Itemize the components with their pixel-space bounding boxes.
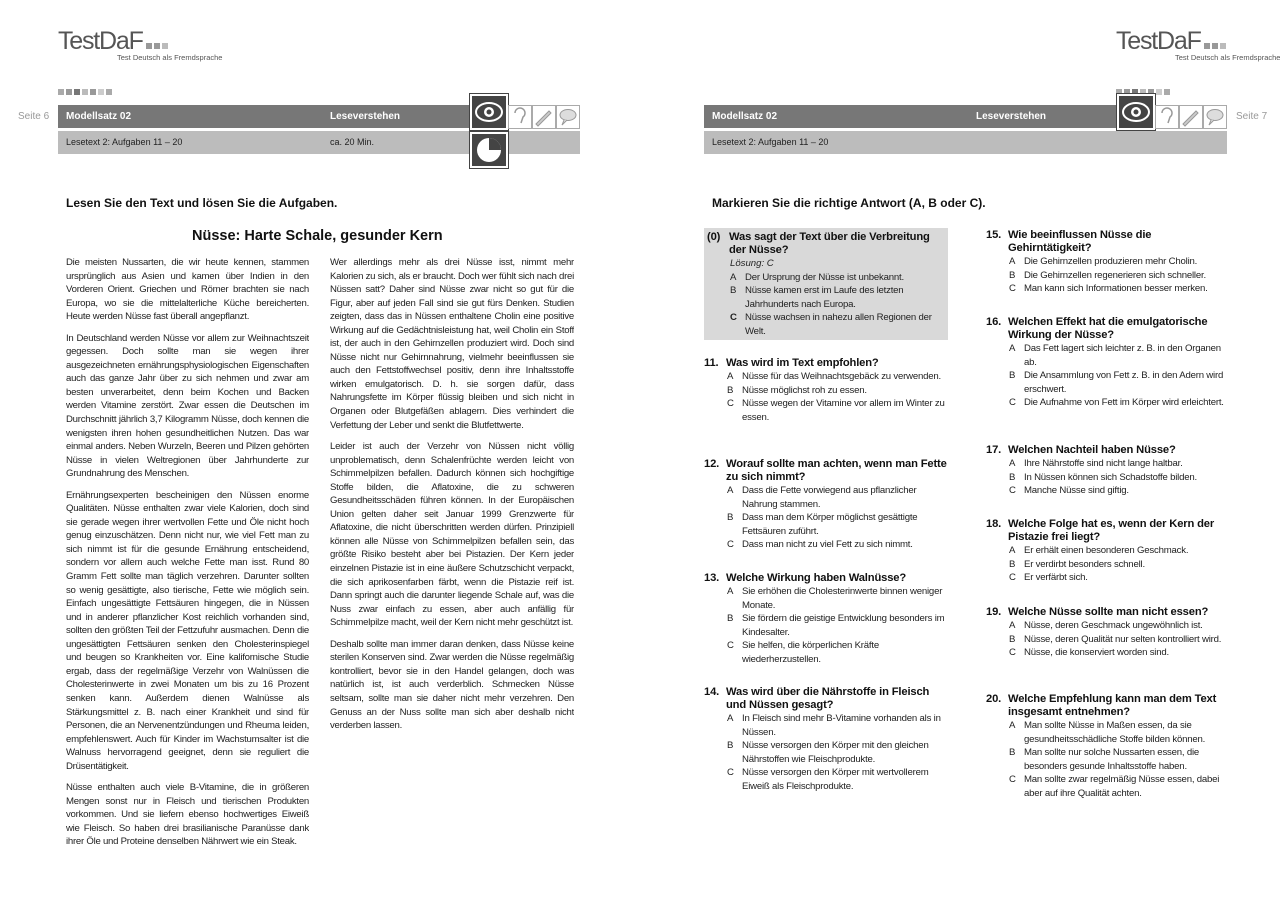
logo-tagline: Test Deutsch als Fremdsprache xyxy=(1175,53,1280,62)
answer-option-a[interactable]: A Dass die Fette vorwiegend aus pflanzlicher Nahrung stammen. xyxy=(727,485,917,510)
article-column-1 xyxy=(66,256,309,852)
task-range-label: Lesetext 2: Aufgaben 11 – 20 xyxy=(712,137,829,147)
question-text: Welchen Effekt hat die emulgatorische Wirkung der Nüsse? xyxy=(1008,316,1208,341)
answer-option-c[interactable]: C Manche Nüsse sind giftig. xyxy=(1009,485,1129,496)
answer-option-a[interactable]: A Man sollte Nüsse in Maßen essen, da sie gesundheitsschädliche Stoffe bilden können. xyxy=(1009,720,1206,745)
answer-option: B Nüsse kamen erst im Laufe des letzten Jahrhunderts nach Europa. xyxy=(730,285,904,310)
task-range-label: Lesetext 2: Aufgaben 11 – 20 xyxy=(66,137,183,147)
answer-option-c[interactable]: C Er verfärbt sich. xyxy=(1009,572,1088,583)
article-paragraph: Deshalb sollte man immer daran denken, dass Nüsse keine sterilen Konserven sind. Zwar werden die Nüsse regelmäßig kontrolliert, bevor sie in den Handel gelangen, doch was natürlich ist, ist auch verderblich. Schmecken Nüsse seltsam, sollte man sie daher nicht mehr verzehren. Den Genuss an der Nuss sollte man sich aber deshalb nicht verderben lassen. xyxy=(330,638,574,732)
subheader-bar-right xyxy=(704,131,1227,154)
question-16: 16. Welchen Effekt hat die emulgatorische Wirkung der Nüsse? A Das Fett lagert sich leichter z. B. in den Organen ab. B Die Ansammlung von Fett z. B. in den Adern wird erschwert. C Die Aufnahme von Fett im Körper wird erleichtert. xyxy=(986,316,1226,410)
time-label: ca. 20 Min. xyxy=(330,137,375,147)
article-paragraph: Wer allerdings mehr als drei Nüsse isst, nimmt mehr Kalorien zu sich, als er braucht. Doch wer fühlt sich nach drei Nüssen satt? Daher sind Nüsse zwar nicht so gut für die Figur, aber auf jeden Fall sind sie gut fürs Denken. Studien zeigten, dass das in Nüssen enthaltene Cholin eine positive Wirkung auf die Gedächtnisleistung hat, weil Cholin ein Stoff ist, der auch in den Gehirnzellen produziert wird. Doch sind Nüsse nicht nur Gehirnnahrung, vielmehr beeinflussen sie auch den Fettstoffwechsel positiv, denn ihre Inhaltsstoffe wirken emulgatorisch. D. h. sie sorgen dafür, dass Nahrungsfette im Körper flüssig bleiben und sich nicht in Organen oder Blutgefäßen ablagern. Dies verhindert die Verfettung der Leber und senkt die Blutfettwerte. xyxy=(330,257,574,431)
answer-option-c[interactable]: C Man sollte zwar regelmäßig Nüsse essen, dabei aber auf ihre Qualität achten. xyxy=(1009,774,1220,799)
eye-icon xyxy=(1117,94,1155,130)
section-label: Leseverstehen xyxy=(330,111,401,122)
article-paragraph: In Deutschland werden Nüsse vor allem zur Weihnachtszeit gegessen. Doch sollte man sie wegen ihrer ausgezeichneten ernährungsphysiologischen Eigenschaften auch das ganze Jahr über zu sich nehmen und zwar am besten unverarbeitet, denn beim Kochen und Backen werden Vitamine zerstört. Zwar essen die Deutschen im Durchschnitt jährlich 3,7 Kilogramm Nüsse, doch kennen die wenigsten ihren hohen gesundheitlichen Nutzen. Das war einmal anders. Neben Wurzeln, Beeren und Pilzen gehörten Nüsse in vielen Weltregionen über Jahrhunderte zur Grundnahrung des Menschen. xyxy=(66,332,309,480)
testdaf-logo-right xyxy=(1116,27,1280,62)
answer-option-b[interactable]: B Er verdirbt besonders schnell. xyxy=(1009,558,1145,570)
answer-option-b[interactable]: B Die Ansammlung von Fett z. B. in den Adern wird erschwert. xyxy=(1009,370,1224,395)
article-column-2 xyxy=(330,256,574,766)
writing-icon xyxy=(532,105,556,129)
listening-icon xyxy=(1155,105,1179,129)
answer-option-b[interactable]: B In Nüssen können sich Schadstoffe bilden. xyxy=(1009,471,1197,483)
answer-option-b[interactable]: B Die Gehirnzellen regenerieren sich schneller. xyxy=(1009,269,1206,281)
speaking-icon xyxy=(556,105,580,129)
answer-option-b[interactable]: B Nüsse, deren Qualität nur selten kontrolliert wird. xyxy=(1009,633,1222,645)
page-number-right: Seite 7 xyxy=(1236,111,1268,122)
reading-instruction: Lesen Sie den Text und lösen Sie die Aufgaben. xyxy=(66,196,338,210)
answer-option: C Nüsse wachsen in nahezu allen Regionen der Welt. xyxy=(730,312,932,337)
answer-option-c[interactable]: C Man kann sich Informationen besser merken. xyxy=(1009,283,1208,294)
answer-option-a[interactable]: A In Fleisch sind mehr B-Vitamine vorhanden als in Nüssen. xyxy=(727,713,941,738)
answer-option-c[interactable]: C Nüsse versorgen den Körper mit wertvollerem Eiweiß als Fleischprodukte. xyxy=(727,767,929,792)
answer-option-a[interactable]: A Nüsse für das Weihnachtsgebäck zu verwenden. xyxy=(727,371,942,382)
article-paragraph: Leider ist auch der Verzehr von Nüssen nicht völlig unproblematisch, denn Schalenfrüchte werden leicht von Schimmelpilzen befallen. Dadurch können sich hochgiftige Stoffe bilden, die Aflatoxine, die zu schweren Gesundheitsschäden führen können. In der Europäischen Union gelten daher seit Januar 1999 Grenzwerte für Aflatoxine, die nicht überschritten werden dürfen. Prinzipiell können alle Nüsse von Schimmelpilzen befallen sein, das größte Risiko besteht aber bei Pistazien. Der Kern jeder einzelnen Pistazie ist in eine äußere Schutzschicht verpackt, die sich aprikosenfarben färbt, wenn die Pistazie reif ist. Dann springt auch die darunter liegende Schale auf, was die Nuss zwar einfach zu essen, aber auch anfällig für Schimmelpilze macht, weil der Kern nicht mehr geschützt ist. xyxy=(330,441,574,629)
answer-option-c[interactable]: C Nüsse, die konserviert worden sind. xyxy=(1009,647,1169,658)
logo-wordmark: TestDaF xyxy=(1116,27,1201,55)
answer-option-a[interactable]: A Er erhält einen besonderen Geschmack. xyxy=(1009,545,1189,556)
answer-option-b[interactable]: B Nüsse möglichst roh zu essen. xyxy=(727,384,867,396)
logo-tagline: Test Deutsch als Fremdsprache xyxy=(117,53,223,62)
logo-wordmark: TestDaF xyxy=(58,27,143,55)
eye-icon xyxy=(470,94,508,130)
question-12: 12. Worauf sollte man achten, wenn man Fette zu sich nimmt? A Dass die Fette vorwiegend aus pflanzlicher Nahrung stammen. B Dass man dem Körper möglichst gesättigte Fettsäuren zuführt. C Dass man nicht zu viel Fett zu sich nimmt. xyxy=(704,458,947,550)
section-label: Leseverstehen xyxy=(976,111,1047,122)
testdaf-logo-left xyxy=(58,27,223,62)
clock-icon xyxy=(470,132,508,168)
answer-instruction: Markieren Sie die richtige Antwort (A, B oder C). xyxy=(712,196,986,210)
logo-squares xyxy=(58,82,112,100)
answer-option-c[interactable]: C Dass man nicht zu viel Fett zu sich nimmt. xyxy=(727,539,913,550)
example-solution: Lösung: C xyxy=(730,258,774,269)
question-text: Welchen Nachteil haben Nüsse? xyxy=(1008,444,1176,456)
model-set-label: Modellsatz 02 xyxy=(66,111,132,122)
question-text: Welche Folge hat es, wenn der Kern der Pistazie frei liegt? xyxy=(1008,518,1215,543)
article-title: Nüsse: Harte Schale, gesunder Kern xyxy=(192,228,443,244)
answer-option-b[interactable]: B Dass man dem Körper möglichst gesättigte Fettsäuren zuführt. xyxy=(727,512,918,537)
article-paragraph: Nüsse enthalten auch viele B-Vitamine, die in größeren Mengen sonst nur in Fleisch und tierischen Produkten vorkommen. Und sie liefern ebenso hochwertiges Eiweiß wie Fleisch. So haben drei brasilianische Paranüsse dank ihrer Öle und Proteine denselben Nährwert wie ein Steak. xyxy=(66,782,309,848)
writing-icon xyxy=(1179,105,1203,129)
question-20: 20. Welche Empfehlung kann man dem Text insgesamt entnehmen? A Man sollte Nüsse in Maßen essen, da sie gesundheitsschädliche Stoffe bilden können. B Man sollte nur solche Nussarten essen, die besonders gesunde Inhaltsstoffe haben. C Man sollte zwar regelmäßig Nüsse essen, dabei aber auf ihre Qualität achten. xyxy=(986,693,1226,800)
answer-option-a[interactable]: A Ihre Nährstoffe sind nicht lange haltbar. xyxy=(1009,458,1183,469)
question-19: 19. Welche Nüsse sollte man nicht essen? A Nüsse, deren Geschmack ungewöhnlich ist. B Nüsse, deren Qualität nur selten kontrolliert wird. C Nüsse, die konserviert worden sind. xyxy=(986,606,1226,660)
listening-icon xyxy=(508,105,532,129)
answer-option-a[interactable]: A Die Gehirnzellen produzieren mehr Cholin. xyxy=(1009,256,1198,267)
question-text: Was wird über die Nährstoffe in Fleisch und Nüssen gesagt? xyxy=(726,686,930,711)
article-paragraph: Ernährungsexperten bescheinigen den Nüssen enorme Qualitäten. Nüsse enthalten zwar viele Kalorien, doch sind sie gerade wegen ihrer wertvollen Fette und Öle nicht hoch genug einzuschätzen. Denn nicht nur, wie viel Fett man zu sich nimmt ist für die gesunde Ernährung entscheidend, sondern vor allem auch welche Fette man isst. Rund 80 Gramm Fett sollte man täglich verzehren. Darunter sollten so wenig gesättigte, also tierische, Fette wie möglich sein. Einfach ungesättigte Fettsäuren hingegen, die in Nüssen und in anderer pflanzlicher Kost reichlich vorhanden sind, sollten den größten Teil der Fettzufuhr ausmachen. Denn die ungesättigten Fettsäuren senken den Cholesterinspiegel und beugen so Krankheiten vor. Eine kalifornische Studie ergab, dass der regelmäßige Verzehr von Walnüssen die Cholesterinwerte in zwei Monaten um bis zu 16 Prozent senken kann. Außerdem dienen Walnüsse als Stärkungsmittel z. B. nach einer Krankheit und sind für Personen, die an Nervenentzündungen und Rheuma leiden, empfehlenswert. Auch für Kinder im Wachstumsalter ist die Walnuss hervorragend geeignet, denn sie reguliert die Drüsentätigkeit. xyxy=(66,489,309,772)
page-number-left: Seite 6 xyxy=(18,111,50,122)
question-11: 11. Was wird im Text empfohlen? A Nüsse für das Weihnachtsgebäck zu verwenden. B Nüsse möglichst roh zu essen. C Nüsse wegen der Vitamine vor allem im Winter zu essen. xyxy=(704,357,948,424)
question-text: Worauf sollte man achten, wenn man Fette zu sich nimmt? xyxy=(726,458,947,483)
answer-option-b[interactable]: B Nüsse versorgen den Körper mit den gleichen Nährstoffen wie Fleischprodukte. xyxy=(727,740,929,765)
answer-option: A Der Ursprung der Nüsse ist unbekannt. xyxy=(730,271,904,283)
question-text: Welche Empfehlung kann man dem Text insgesamt entnehmen? xyxy=(1008,693,1217,718)
question-text: Was wird im Text empfohlen? xyxy=(726,357,879,369)
article-paragraph: Die meisten Nussarten, die wir heute kennen, stammen ursprünglich aus Asien und kamen über Indien in den Vorderen Orient. Griechen und Römer brachten sie nach Europa, wo sie die mittelalterliche Küche bereicherten. Heute werden Nüsse fast überall angepflanzt. xyxy=(66,257,309,323)
question-text: Welche Wirkung haben Walnüsse? xyxy=(726,572,907,584)
answer-option-c[interactable]: C Die Aufnahme von Fett im Körper wird erleichtert. xyxy=(1009,397,1224,408)
example-question: (0) Was sagt der Text über die Verbreitung der Nüsse? Lösung: C A Der Ursprung der Nüsse ist unbekannt. B Nüsse kamen erst im Laufe des letzten Jahrhunderts nach Europa. C Nüsse wachsen in nahezu allen Regionen der Welt. xyxy=(704,228,948,340)
question-text: Welche Nüsse sollte man nicht essen? xyxy=(1008,606,1209,618)
answer-option-c[interactable]: C Sie helfen, die körperlichen Kräfte wiederherzustellen. xyxy=(727,640,879,665)
speaking-icon xyxy=(1203,105,1227,129)
answer-option-a[interactable]: A Nüsse, deren Geschmack ungewöhnlich ist. xyxy=(1009,620,1203,631)
question-text: Wie beeinflussen Nüsse die Gehirntätigkeit? xyxy=(1008,229,1152,254)
answer-option-a[interactable]: A Sie erhöhen die Cholesterinwerte binnen weniger Monate. xyxy=(727,586,943,611)
answer-option-b[interactable]: B Man sollte nur solche Nussarten essen, die besonders gesunde Inhaltsstoffe haben. xyxy=(1009,747,1200,772)
question-15: 15. Wie beeinflussen Nüsse die Gehirntätigkeit? A Die Gehirnzellen produzieren mehr Cholin. B Die Gehirnzellen regenerieren sich schneller. C Man kann sich Informationen besser merken. xyxy=(986,229,1226,296)
answer-option-b[interactable]: B Sie fördern die geistige Entwicklung besonders im Kindesalter. xyxy=(727,613,945,638)
model-set-label: Modellsatz 02 xyxy=(712,111,778,122)
answer-option-a[interactable]: A Das Fett lagert sich leichter z. B. in den Organen ab. xyxy=(1009,343,1221,368)
question-text: Was sagt der Text über die Verbreitung der Nüsse? xyxy=(729,231,930,256)
question-17: 17. Welchen Nachteil haben Nüsse? A Ihre Nährstoffe sind nicht lange haltbar. B In Nüssen können sich Schadstoffe bilden. C Manche Nüsse sind giftig. xyxy=(986,444,1226,498)
answer-option-c[interactable]: C Nüsse wegen der Vitamine vor allem im Winter zu essen. xyxy=(727,398,945,423)
question-18: 18. Welche Folge hat es, wenn der Kern der Pistazie frei liegt? A Er erhält einen besonderen Geschmack. B Er verdirbt besonders schnell. C Er verfärbt sich. xyxy=(986,518,1226,585)
question-13: 13. Welche Wirkung haben Walnüsse? A Sie erhöhen die Cholesterinwerte binnen weniger Monate. B Sie fördern die geistige Entwicklung besonders im Kindesalter. C Sie helfen, die körperlichen Kräfte wiederherzustellen. xyxy=(704,572,948,666)
question-14: 14. Was wird über die Nährstoffe in Fleisch und Nüssen gesagt? A In Fleisch sind mehr B-Vitamine vorhanden als in Nüssen. B Nüsse versorgen den Körper mit den gleichen Nährstoffen wie Fleischprodukte. C Nüsse versorgen den Körper mit wertvollerem Eiweiß als Fleischprodukte. xyxy=(704,686,948,793)
